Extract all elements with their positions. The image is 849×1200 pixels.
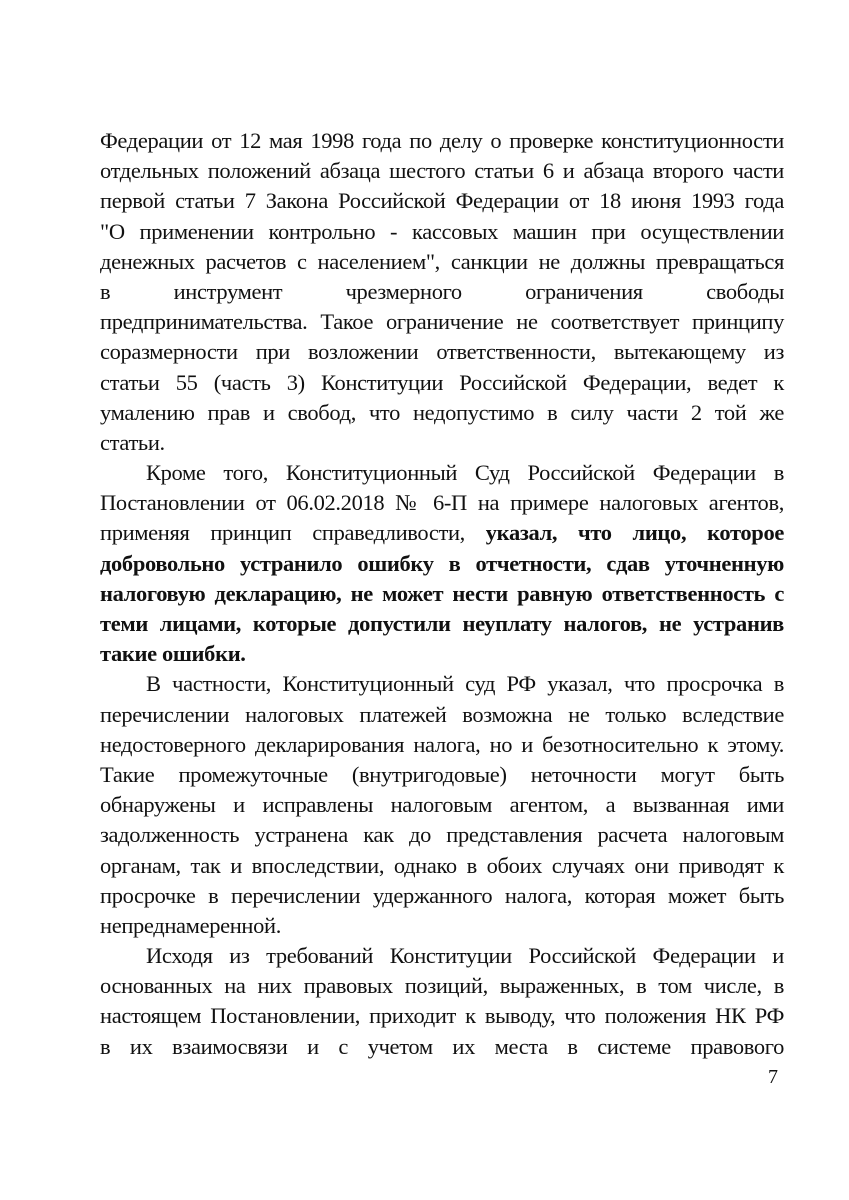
text-line: Такие промежуточные (внутригодовые) неточности могут быть: [100, 761, 784, 787]
text-line: задолженность устранена как до представления расчета налоговым: [100, 822, 784, 848]
text-bold: налоговую декларацию, не может нести равную ответственность с: [100, 580, 784, 606]
text-normal: Постановлении от 06.02.2018 № 6-П на примере налоговых агентов,: [100, 490, 784, 516]
text-line: просрочке в перечислении удержанного налога, которая может быть: [100, 882, 784, 908]
text-line: [100, 488, 784, 518]
text-line: обнаружены и исправлены налоговым агентом, а вызванная ими: [100, 792, 784, 818]
paragraph-4: [100, 941, 784, 1062]
text-line: органам, так и впоследствии, однако в обоих случаях они приводят к: [100, 852, 784, 878]
paragraph-3: [100, 669, 784, 941]
text-line: статьи.: [100, 429, 165, 455]
text-line: умалению прав и свобод, что недопустимо в силу части 2 той же: [100, 399, 784, 425]
text-line: в инструмент чрезмерного ограничения свободы: [100, 278, 784, 304]
text-line: первой статьи 7 Закона Российской Федерации от 18 июня 1993 года: [100, 188, 784, 214]
text-line: отдельных положений абзаца шестого статьи 6 и абзаца второго части: [100, 158, 784, 184]
text-line: недостоверного декларирования налога, но и безотносительно к этому.: [100, 731, 784, 757]
text-normal: применяя принцип справедливости,: [100, 520, 486, 546]
text-line: [100, 518, 784, 548]
text-line: предпринимательства. Такое ограничение не соответствует принципу: [100, 309, 784, 335]
text-line: перечислении налоговых платежей возможна не только вследствие: [100, 701, 784, 727]
text-line: [100, 639, 784, 669]
page-number: 7: [768, 1066, 778, 1088]
text-line: непреднамеренной.: [100, 912, 281, 938]
text-line: [100, 609, 784, 639]
text-normal: Кроме того, Конституционный Суд Российской Федерации в: [146, 460, 784, 486]
text-line: В частности, Конституционный суд РФ указал, что просрочка в: [146, 671, 784, 697]
text-line: настоящем Постановлении, приходит к выводу, что положения НК РФ: [100, 1003, 784, 1029]
document-page: [100, 126, 784, 1062]
text-line: [100, 579, 784, 609]
text-bold: теми лицами, которые допустили неуплату налогов, не устранив: [100, 611, 784, 636]
text-line: Исходя из требований Конституции Российской Федерации и: [146, 943, 784, 969]
paragraph-2: [100, 458, 784, 669]
text-line: Федерации от 12 мая 1998 года по делу о проверке конституционности: [100, 128, 784, 153]
text-line: основанных на них правовых позиций, выраженных, в том числе, в: [100, 973, 784, 999]
text-line: денежных расчетов с населением", санкции не должны превращаться: [100, 248, 784, 274]
text-bold: указал, что лицо, которое: [485, 520, 784, 546]
paragraph-1: [100, 126, 784, 458]
text-line: "О применении контрольно - кассовых машин при осуществлении: [100, 218, 784, 244]
text-bold: такие ошибки.: [100, 641, 246, 667]
text-line: соразмерности при возложении ответственности, вытекающему из: [100, 339, 784, 365]
text-line: статьи 55 (часть 3) Конституции Российской Федерации, ведет к: [100, 369, 784, 395]
text-line: в их взаимосвязи и с учетом их места в системе правового: [100, 1033, 784, 1059]
text-line: [100, 458, 784, 488]
text-line: [100, 549, 784, 579]
text-bold: добровольно устранило ошибку в отчетности, сдав уточненную: [100, 550, 784, 576]
